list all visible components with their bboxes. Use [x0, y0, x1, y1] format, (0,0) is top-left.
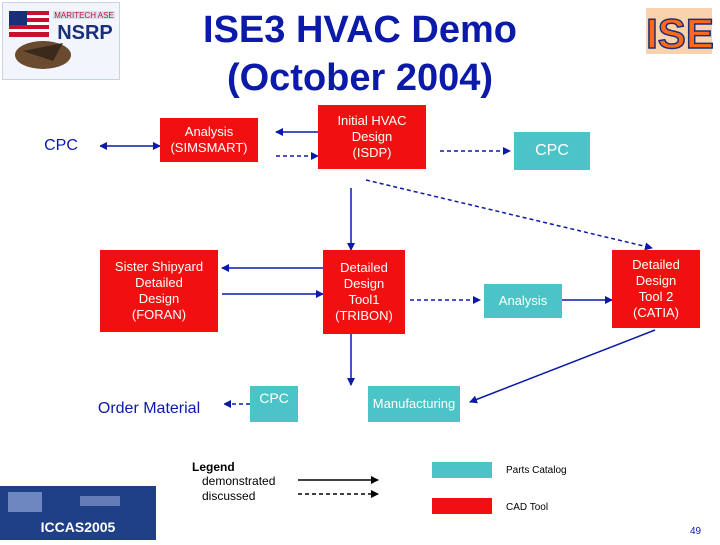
arrow-tool2-manufacturing	[470, 330, 655, 402]
legend-cad-tool: CAD Tool	[506, 502, 549, 513]
title-line-2: (October 2004)	[226, 57, 494, 99]
node-initial-hvac-label: Initial HVAC Design (ISDP)	[337, 113, 407, 160]
legend-title: Legend	[192, 460, 235, 474]
legend-parts-catalog: Parts Catalog	[506, 465, 567, 476]
node-cpc-bottom	[250, 386, 298, 422]
node-detailed-tool2	[612, 250, 700, 328]
node-analysis-simsmart-label: Analysis (SIMSMART)	[170, 124, 248, 155]
page-number: 49	[690, 526, 702, 537]
node-cpc-right-label: CPC	[535, 142, 569, 159]
node-analysis-simsmart	[160, 118, 258, 162]
node-cpc-bottom-label: CPC	[259, 390, 289, 406]
node-sister-shipyard-label: Sister Shipyard Detailed Design (FORAN)	[114, 259, 204, 322]
node-analysis-label: Analysis	[498, 293, 548, 308]
legend-swatch-cad-tool	[432, 498, 492, 514]
legend-discussed: discussed	[202, 489, 256, 503]
node-detailed-tool1-label: Detailed Design Tool1 (TRIBON)	[335, 260, 393, 323]
legend-demonstrated: demonstrated	[202, 474, 276, 488]
node-cpc-left	[22, 132, 100, 160]
legend-swatch-parts-catalog	[432, 462, 492, 478]
node-sister-shipyard	[100, 250, 218, 332]
nsrp-top-text: MARITECH ASE	[54, 11, 114, 20]
arrow-diag-tool2	[366, 180, 652, 248]
node-initial-hvac	[318, 105, 426, 169]
iccas-text: ICCAS2005	[40, 519, 116, 535]
nsrp-text: NSRP	[57, 22, 113, 44]
node-order-material-label: Order Material	[97, 400, 201, 417]
node-manufacturing	[368, 386, 460, 422]
node-detailed-tool2-label: Detailed Design Tool 2 (CATIA)	[632, 257, 680, 320]
node-order-material	[74, 392, 224, 426]
title-line-1: ISE3 HVAC Demo	[203, 9, 517, 51]
node-analysis	[484, 284, 562, 318]
node-cpc-right	[514, 132, 590, 170]
node-manufacturing-label: Manufacturing	[372, 396, 456, 411]
node-detailed-tool1	[323, 250, 405, 334]
ise-text: ISE	[646, 10, 714, 57]
node-cpc-left-label: CPC	[44, 137, 78, 154]
